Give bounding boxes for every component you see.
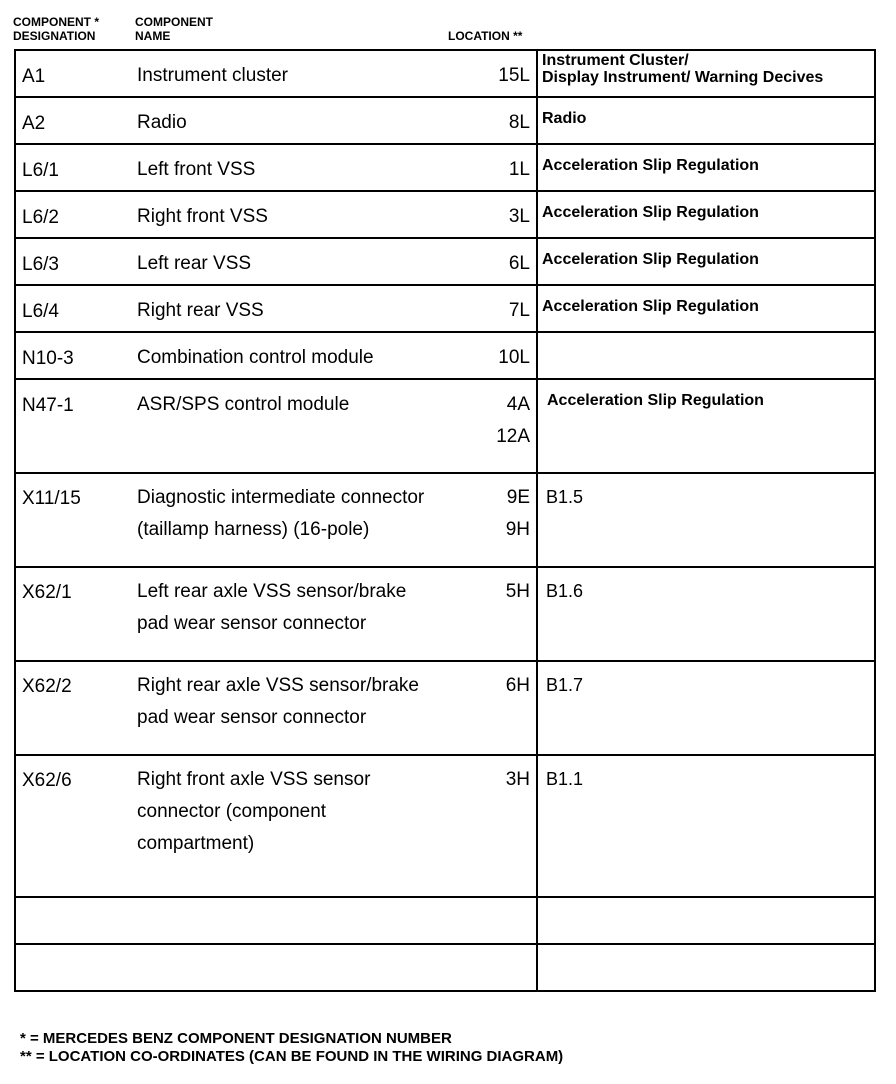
- component-name: [137, 576, 482, 640]
- system-description: [538, 568, 874, 602]
- header-designation-line-2: DESIGNATION: [13, 29, 96, 43]
- component-name: [137, 295, 482, 327]
- location-coordinates: [509, 295, 530, 327]
- component-name: [137, 107, 482, 139]
- component-cell: [15, 97, 537, 144]
- location-value: 9E: [506, 487, 530, 508]
- table-row: [15, 944, 875, 991]
- table-row: [15, 191, 875, 238]
- system-description: [538, 333, 874, 345]
- component-name-line: Right front axle VSS sensor: [137, 769, 371, 790]
- component-name-line: ASR/SPS control module: [137, 394, 350, 415]
- location-value: 1L: [508, 159, 530, 180]
- system-cell: [537, 97, 875, 144]
- component-cell: [15, 144, 537, 191]
- component-name: [137, 154, 482, 186]
- system-cell: [537, 285, 875, 332]
- system-cell: [537, 238, 875, 285]
- location-coordinates: [506, 670, 530, 702]
- system-description: [538, 192, 874, 221]
- system-description: [538, 51, 874, 86]
- location-value: 9H: [505, 519, 530, 540]
- component-designation: X62/6: [22, 770, 72, 791]
- system-description-line: Acceleration Slip Regulation: [542, 298, 759, 315]
- location-value: 3H: [505, 769, 530, 790]
- location-coordinates: [509, 201, 530, 233]
- location-coordinates: [509, 107, 530, 139]
- location-value: 7L: [508, 300, 530, 321]
- component-designation: X62/1: [22, 582, 72, 603]
- component-cell: [15, 661, 537, 755]
- component-cell: [15, 755, 537, 897]
- component-name-line: Right front VSS: [137, 206, 268, 227]
- system-cell: [537, 332, 875, 379]
- system-cell: [537, 191, 875, 238]
- system-cell: [537, 661, 875, 755]
- location-coordinates: [498, 342, 530, 374]
- table-row: [15, 285, 875, 332]
- system-cell: [537, 50, 875, 97]
- location-coordinates: [509, 154, 530, 186]
- component-name-line: Left rear axle VSS sensor/brake: [137, 581, 407, 602]
- location-value: 6H: [505, 675, 530, 696]
- system-description: [538, 239, 874, 268]
- component-cell: [15, 191, 537, 238]
- table-row: [15, 661, 875, 755]
- system-description-line: B1.1: [546, 769, 584, 789]
- location-value: 4A: [506, 394, 530, 415]
- system-description-line: Acceleration Slip Regulation: [542, 251, 759, 268]
- component-designation: N10-3: [22, 348, 74, 369]
- component-name-line: pad wear sensor connector: [137, 613, 367, 634]
- location-coordinates: [509, 248, 530, 280]
- system-cell: [537, 944, 875, 991]
- location-value: 15L: [498, 65, 530, 86]
- component-cell: [15, 379, 537, 473]
- table-row: [15, 238, 875, 285]
- table-row: [15, 473, 875, 567]
- component-cell: [15, 473, 537, 567]
- component-name-line: Right rear VSS: [137, 300, 264, 321]
- table-row: [15, 755, 875, 897]
- table-row: [15, 144, 875, 191]
- table-row: [15, 897, 875, 944]
- location-value: 12A: [496, 426, 530, 447]
- component-name-line: Combination control module: [137, 347, 374, 368]
- system-description-line: Instrument Cluster/: [542, 52, 689, 69]
- location-coordinates: [498, 60, 530, 92]
- component-name-line: pad wear sensor connector: [137, 707, 367, 728]
- system-description-line: B1.6: [546, 581, 584, 601]
- system-description-line: Acceleration Slip Regulation: [542, 204, 759, 221]
- header-component-name: [135, 15, 213, 43]
- component-name-line: connector (component: [137, 801, 327, 822]
- system-description-line: Acceleration Slip Regulation: [542, 157, 759, 174]
- location-coordinates: [506, 482, 530, 546]
- component-name: [137, 248, 482, 280]
- location-value: 10L: [498, 347, 530, 368]
- system-cell: [537, 473, 875, 567]
- table-row: [15, 97, 875, 144]
- system-cell: [537, 567, 875, 661]
- component-designation: A1: [22, 66, 46, 87]
- system-description: [538, 474, 874, 508]
- location-value: 5H: [505, 581, 530, 602]
- table-row: [15, 379, 875, 473]
- table-row: [15, 50, 875, 97]
- system-description-line: B1.7: [546, 675, 584, 695]
- component-cell: [15, 285, 537, 332]
- system-description: [538, 898, 874, 910]
- component-name: [137, 389, 482, 421]
- header-location: LOCATION **: [448, 29, 523, 43]
- header-name-line-2: NAME: [135, 29, 171, 43]
- component-designation: L6/1: [22, 160, 59, 181]
- table-row: [15, 332, 875, 379]
- system-description: [538, 145, 874, 174]
- footnote-designation: * = MERCEDES BENZ COMPONENT DESIGNATION NUMBER: [20, 1030, 452, 1047]
- system-description-line: Radio: [542, 110, 587, 127]
- location-coordinates: [506, 576, 530, 608]
- component-name: [137, 201, 482, 233]
- footnote-location: ** = LOCATION CO-ORDINATES (CAN BE FOUND IN THE WIRING DIAGRAM): [20, 1048, 564, 1065]
- system-description-line: Acceleration Slip Regulation: [547, 392, 764, 409]
- component-name-line: Left rear VSS: [137, 253, 252, 274]
- component-designation: N47-1: [22, 395, 74, 416]
- component-cell: [15, 567, 537, 661]
- header-designation-line-1: COMPONENT *: [13, 15, 100, 29]
- system-cell: [537, 144, 875, 191]
- system-description: [538, 945, 874, 957]
- component-designation: X11/15: [22, 488, 81, 509]
- system-description-line: Display Instrument/ Warning Decives: [542, 69, 824, 86]
- system-description: [538, 662, 874, 696]
- system-cell: [537, 379, 875, 473]
- component-cell: [15, 944, 537, 991]
- component-cell: [15, 50, 537, 97]
- system-description: [538, 286, 874, 315]
- component-name-line: (taillamp harness) (16-pole): [137, 519, 370, 540]
- component-name: [137, 482, 482, 546]
- component-cell: [15, 238, 537, 285]
- component-name: [137, 764, 482, 860]
- system-description-line: B1.5: [546, 487, 584, 507]
- component-name-line: Diagnostic intermediate connector: [137, 487, 425, 508]
- location-value: 8L: [508, 112, 530, 133]
- location-coordinates: [506, 764, 530, 796]
- system-description: [538, 756, 874, 790]
- component-designation: L6/2: [22, 207, 59, 228]
- table-row: [15, 567, 875, 661]
- location-value: 3L: [508, 206, 530, 227]
- component-name-line: Right rear axle VSS sensor/brake: [137, 675, 419, 696]
- component-name-line: compartment): [137, 833, 255, 854]
- component-name: [137, 670, 482, 734]
- component-name: [137, 60, 482, 92]
- system-cell: [537, 897, 875, 944]
- header-component-designation: [13, 15, 99, 43]
- system-description: [538, 98, 874, 127]
- system-description: [538, 380, 874, 409]
- header-name-line-1: COMPONENT: [135, 15, 213, 29]
- component-table: [14, 49, 876, 992]
- location-coordinates: [496, 389, 530, 453]
- location-value: 6L: [508, 253, 530, 274]
- component-name-line: Instrument cluster: [137, 65, 288, 86]
- component-name-line: Radio: [137, 112, 187, 133]
- component-designation: A2: [22, 113, 46, 134]
- system-cell: [537, 755, 875, 897]
- component-name-line: Left front VSS: [137, 159, 256, 180]
- component-cell: [15, 897, 537, 944]
- component-designation: L6/3: [22, 254, 59, 275]
- component-cell: [15, 332, 537, 379]
- component-designation: L6/4: [22, 301, 59, 322]
- component-name: [137, 342, 482, 374]
- component-designation: X62/2: [22, 676, 72, 697]
